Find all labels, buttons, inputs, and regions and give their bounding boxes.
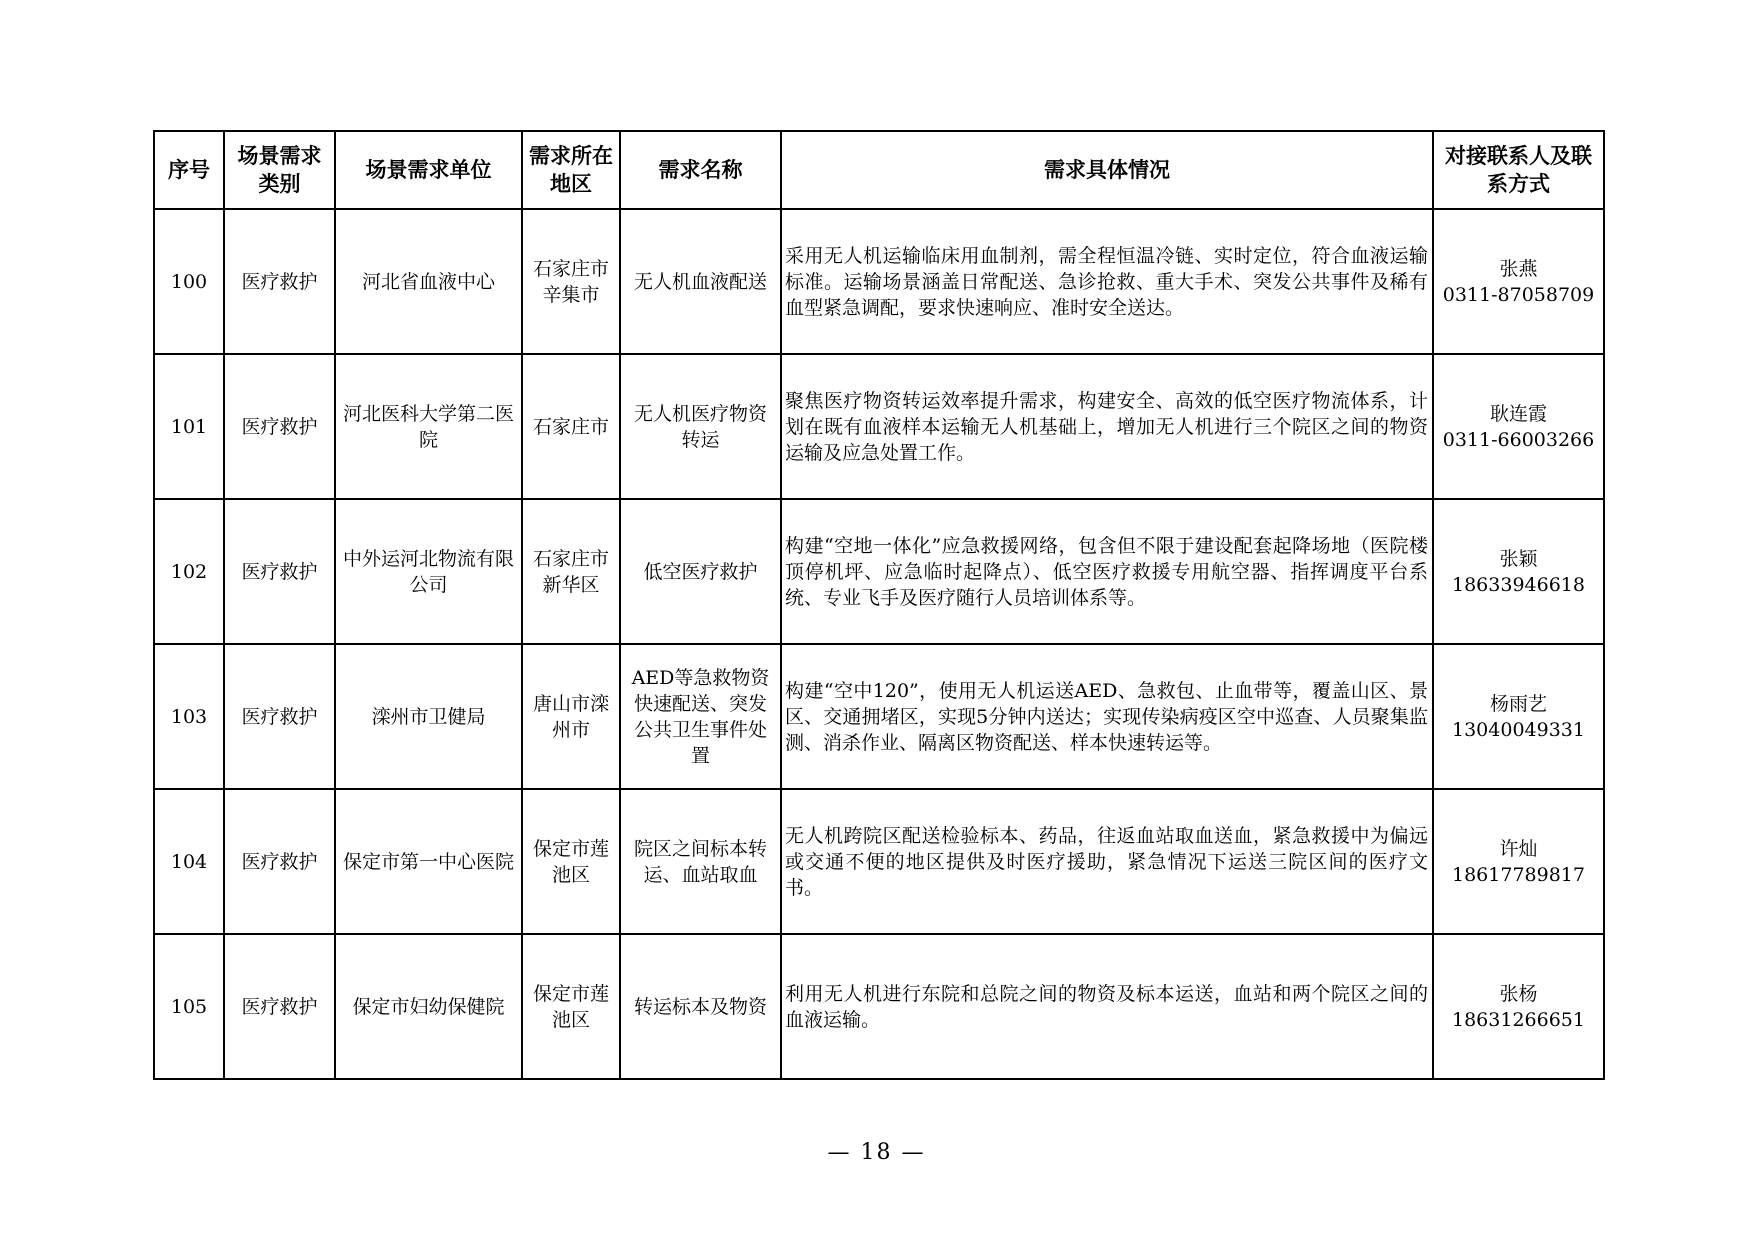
- cell-index: 103: [154, 644, 224, 789]
- contact-phone: 13040049331: [1452, 718, 1585, 741]
- cell-contact: [1433, 499, 1604, 644]
- cell-category: 医疗救护: [224, 934, 335, 1079]
- cell-category: 医疗救护: [224, 354, 335, 499]
- cell-index: 104: [154, 789, 224, 934]
- cell-unit: 保定市妇幼保健院: [335, 934, 522, 1079]
- header-region: 需求所在地区: [522, 131, 620, 209]
- contact-phone: 0311-87058709: [1442, 283, 1595, 306]
- cell-region: 保定市莲池区: [522, 934, 620, 1079]
- cell-contact: [1433, 209, 1604, 354]
- cell-region: 石家庄市辛集市: [522, 209, 620, 354]
- cell-details: 利用无人机进行东院和总院之间的物资及标本运送，血站和两个院区之间的血液运输。: [781, 934, 1433, 1079]
- cell-contact: [1433, 644, 1604, 789]
- header-index: 序号: [154, 131, 224, 209]
- cell-name: 转运标本及物资: [620, 934, 781, 1079]
- table-row: [154, 644, 1604, 789]
- contact-name: 张杨: [1499, 982, 1538, 1005]
- cell-name: 低空医疗救护: [620, 499, 781, 644]
- cell-details: 构建“空地一体化”应急救援网络，包含但不限于建设配套起降场地（医院楼顶停机坪、应急临时起降点）、低空医疗救援专用航空器、指挥调度平台系统、专业飞手及医疗随行人员培训体系等。: [781, 499, 1433, 644]
- header-contact: 对接联系人及联系方式: [1433, 131, 1604, 209]
- cell-index: 102: [154, 499, 224, 644]
- page-number: — 18 —: [827, 1140, 926, 1165]
- cell-details: 构建“空中120”，使用无人机运送AED、急救包、止血带等，覆盖山区、景区、交通拥堵区，实现5分钟内送达；实现传染病疫区空中巡查、人员聚集监测、消杀作业、隔离区物资配送、样本快速转运等。: [781, 644, 1433, 789]
- cell-category: 医疗救护: [224, 644, 335, 789]
- cell-contact: [1433, 934, 1604, 1079]
- contact-phone: 18633946618: [1452, 573, 1585, 596]
- header-details: 需求具体情况: [781, 131, 1433, 209]
- cell-unit: 滦州市卫健局: [335, 644, 522, 789]
- table-row: [154, 209, 1604, 354]
- cell-index: 105: [154, 934, 224, 1079]
- contact-name: 许灿: [1499, 837, 1538, 860]
- table-row: [154, 499, 1604, 644]
- contact-phone: 0311-66003266: [1442, 428, 1595, 451]
- cell-contact: [1433, 789, 1604, 934]
- header-name: 需求名称: [620, 131, 781, 209]
- demand-table-container: [153, 130, 1603, 1080]
- cell-unit: 保定市第一中心医院: [335, 789, 522, 934]
- cell-name: 无人机血液配送: [620, 209, 781, 354]
- cell-region: 唐山市滦州市: [522, 644, 620, 789]
- cell-name: 院区之间标本转运、血站取血: [620, 789, 781, 934]
- table-row: [154, 934, 1604, 1079]
- cell-details: 采用无人机运输临床用血制剂，需全程恒温冷链、实时定位，符合血液运输标准。运输场景涵盖日常配送、急诊抢救、重大手术、突发公共事件及稀有血型紧急调配，要求快速响应、准时安全送达。: [781, 209, 1433, 354]
- cell-unit: 河北省血液中心: [335, 209, 522, 354]
- cell-unit: 河北医科大学第二医院: [335, 354, 522, 499]
- demand-table: [153, 130, 1605, 1080]
- cell-name: AED等急救物资快速配送、突发公共卫生事件处置: [620, 644, 781, 789]
- cell-region: 石家庄市新华区: [522, 499, 620, 644]
- cell-details: 无人机跨院区配送检验标本、药品，往返血站取血送血，紧急救援中为偏远或交通不便的地区提供及时医疗援助，紧急情况下运送三院区间的医疗文书。: [781, 789, 1433, 934]
- cell-region: 保定市莲池区: [522, 789, 620, 934]
- table-row: [154, 354, 1604, 499]
- contact-name: 耿连霞: [1489, 402, 1547, 425]
- header-unit: 场景需求单位: [335, 131, 522, 209]
- cell-region: 石家庄市: [522, 354, 620, 499]
- cell-name: 无人机医疗物资转运: [620, 354, 781, 499]
- contact-phone: 18617789817: [1452, 863, 1585, 886]
- header-category: 场景需求类别: [224, 131, 335, 209]
- cell-contact: [1433, 354, 1604, 499]
- cell-index: 101: [154, 354, 224, 499]
- contact-name: 杨雨艺: [1489, 692, 1547, 715]
- header-row: [154, 131, 1604, 209]
- cell-unit: 中外运河北物流有限公司: [335, 499, 522, 644]
- contact-name: 张燕: [1499, 257, 1538, 280]
- cell-category: 医疗救护: [224, 209, 335, 354]
- contact-phone: 18631266651: [1452, 1008, 1585, 1031]
- contact-name: 张颖: [1499, 547, 1538, 570]
- cell-category: 医疗救护: [224, 789, 335, 934]
- cell-index: 100: [154, 209, 224, 354]
- cell-details: 聚焦医疗物资转运效率提升需求，构建安全、高效的低空医疗物流体系，计划在既有血液样本运输无人机基础上，增加无人机进行三个院区之间的物资运输及应急处置工作。: [781, 354, 1433, 499]
- cell-category: 医疗救护: [224, 499, 335, 644]
- table-row: [154, 789, 1604, 934]
